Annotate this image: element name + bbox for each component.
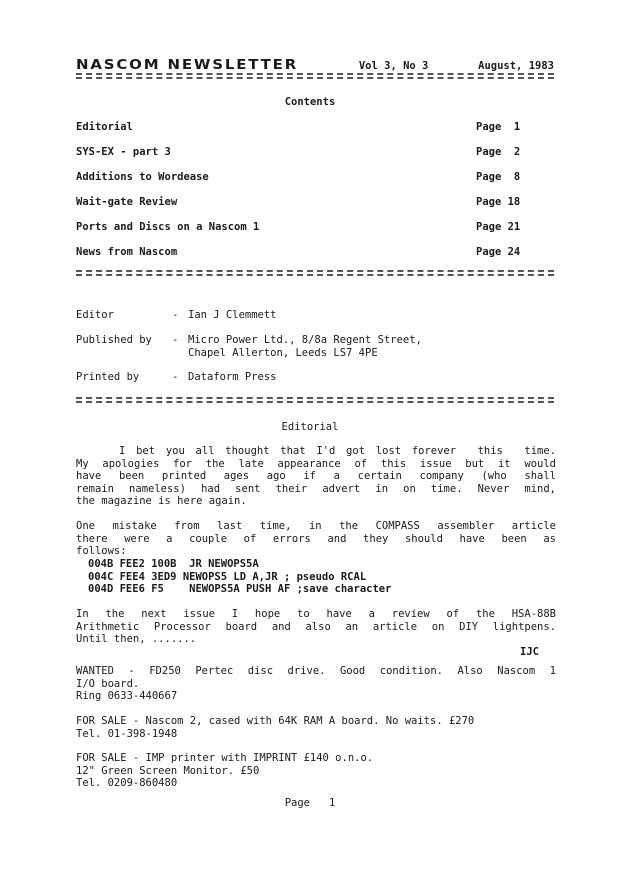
code-line: 004B FEE2 100B JR NEWOPS5A — [88, 558, 259, 570]
text-line: have been printed ages ago if a certain company (who shall — [76, 470, 556, 483]
toc-item — [76, 221, 536, 233]
ad-line: FOR SALE - Nascom 2, cased with 64K RAM A board. No waits. £270 — [76, 715, 475, 727]
toc-item — [76, 121, 536, 133]
toc-item — [76, 171, 536, 183]
toc-item — [76, 196, 536, 208]
credit-value: Ian J Clemmett — [188, 309, 277, 321]
ad-line: I/O board. — [76, 677, 140, 690]
ad-line: Tel. 0209-860480 — [76, 777, 178, 790]
credit-label: Printed by — [76, 371, 140, 383]
newsletter-title: NASCOM NEWSLETTER — [76, 58, 299, 73]
text-line: remain nameless) had sent their advert in on time. Never mind, — [76, 482, 556, 495]
toc-title: Additions to Wordease — [76, 171, 209, 183]
classified-ad-wanted — [76, 665, 556, 703]
ad-line: 12" Green Screen Monitor. £50 — [76, 764, 260, 777]
masthead — [76, 58, 554, 73]
toc-item — [76, 246, 536, 258]
text-line: Arithmetic Processor board and also an article on DIY lightpens. — [76, 620, 556, 633]
toc-page: Page 1 — [476, 121, 521, 133]
code-line: 004C FEE4 3ED9 NEWOPS5 LD A,JR ; pseudo RCAL — [88, 570, 367, 583]
credit-publisher — [76, 334, 422, 360]
separator-rule — [76, 270, 554, 276]
credit-label: Published by — [76, 334, 152, 346]
editorial-heading: Editorial — [281, 421, 339, 433]
page-number-footer: Page 1 — [284, 797, 336, 809]
credit-separator: - — [172, 371, 179, 383]
text-line: the magazine is here again. — [76, 495, 247, 508]
toc-page: Page 2 — [476, 146, 521, 158]
classified-ad-for-sale-nascom — [76, 715, 556, 740]
ad-line: WANTED - FD250 Pertec disc drive. Good condition. Also Nascom 1 — [76, 665, 556, 677]
ad-line: Ring 0633-440667 — [76, 690, 178, 703]
toc-title: News from Nascom — [76, 246, 178, 258]
text-line: One mistake from last time, in the COMPASS assembler article — [76, 520, 556, 532]
toc-page: Page 21 — [476, 221, 521, 233]
editorial-paragraph-3 — [76, 608, 556, 646]
ad-line: FOR SALE - IMP printer with IMPRINT £140 o.n.o. — [76, 752, 374, 764]
publisher-address-line2: Chapel Allerton, Leeds LS7 4PE — [188, 347, 378, 359]
ad-line: Tel. 01-398-1948 — [76, 727, 178, 740]
separator-rule — [76, 397, 554, 403]
separator-rule — [76, 73, 554, 79]
text-line: follows: — [76, 545, 127, 558]
editorial-paragraph-1 — [76, 445, 556, 508]
credit-label: Editor — [76, 309, 114, 321]
text-line: My apologies for the late appearance of this issue but it would — [76, 457, 556, 470]
editorial-paragraph-2 — [76, 520, 556, 558]
toc-title: SYS-EX - part 3 — [76, 146, 171, 158]
credit-editor — [76, 309, 277, 322]
classified-ad-for-sale-printer — [76, 752, 556, 790]
credit-value: Dataform Press — [188, 371, 277, 383]
editor-signature: IJC — [520, 646, 539, 658]
toc-title: Ports and Discs on a Nascom 1 — [76, 221, 260, 233]
publisher-address-line1: Micro Power Ltd., 8/8a Regent Street, — [188, 334, 422, 346]
toc-title: Wait-gate Review — [76, 196, 178, 208]
text-line: there were a couple of errors and they should have been as — [76, 532, 556, 545]
toc-title: Editorial — [76, 121, 133, 133]
credit-separator: - — [172, 334, 179, 346]
code-listing — [88, 558, 391, 596]
credit-value — [188, 334, 422, 360]
credit-printer — [76, 371, 277, 384]
text-line: Until then, ....... — [76, 633, 197, 646]
volume-number: Vol 3, No 3 — [358, 60, 429, 72]
issue-date: August, 1983 — [478, 60, 554, 72]
text-line: I bet you all thought that I'd got lost forever this time. — [76, 445, 556, 457]
toc-item — [76, 146, 536, 158]
text-line: In the next issue I hope to have a review of the HSA-88B — [76, 608, 556, 620]
code-line: 004D FEE6 F5 NEWOPS5A PUSH AF ;save character — [88, 583, 392, 596]
toc-page: Page 8 — [476, 171, 521, 183]
toc-page: Page 24 — [476, 246, 521, 258]
toc-page: Page 18 — [476, 196, 521, 208]
credit-separator: - — [172, 309, 179, 321]
contents-heading: Contents — [284, 96, 336, 108]
